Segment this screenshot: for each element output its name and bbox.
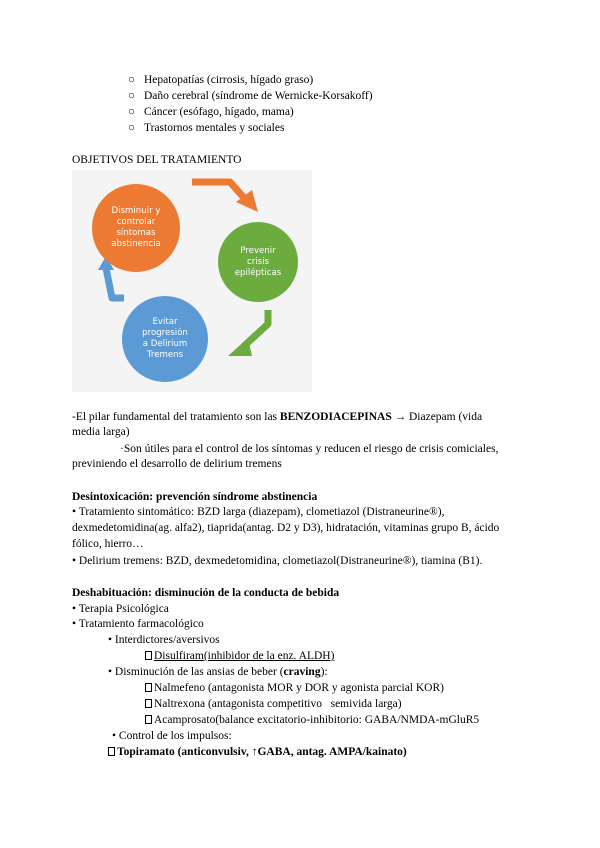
green-arrowhead — [228, 338, 252, 356]
list-item: ○ Cáncer (esófago, hígado, mama) — [128, 106, 294, 118]
naltrexona-line: Naltrexona (antagonista competitivo semivida larga) — [145, 697, 402, 711]
dehab-heading: Deshabituación: disminución de la conducta de bebida — [72, 587, 340, 599]
pillar-note-2: previniendo el desarrollo de delirium tremens — [72, 458, 282, 470]
checkbox-glyph-icon — [108, 747, 115, 756]
blue-arrow-icon — [106, 268, 124, 298]
acamprosato-line: Acamprosato(balance excitatorio-inhibitorio: GABA/NMDA-mGluR5 — [145, 713, 479, 727]
hollow-circle-icon: ○ — [128, 122, 135, 134]
orange-arrow-icon — [192, 182, 246, 200]
dehab-line: • Terapia Psicológica — [72, 603, 169, 615]
node-disminuir: Disminuir y controlar síntomas abstinencia — [92, 184, 180, 272]
node-evitar: Evitar progresión a Delirium Tremens — [122, 296, 208, 382]
topiramato-line: Topiramato (anticonvulsiv, ↑GABA, antag. AMPA/kainato) — [108, 745, 407, 759]
hollow-circle-icon: ○ — [128, 74, 135, 86]
pillar-note-1: ·Son útiles para el control de los síntomas y reducen el riesgo de crisis comiciales, — [120, 443, 499, 455]
disulfiram-line: Disulfiram(inhibidor de la enz. ALDH) — [145, 649, 334, 663]
list-item: ○ Trastornos mentales y sociales — [128, 122, 285, 134]
treatment-cycle-diagram — [72, 170, 312, 392]
dehab-line: • Control de los impulsos: — [112, 730, 232, 742]
node-prevenir: Prevenir crisis epilépticas — [218, 222, 298, 302]
detox-line: • Tratamiento sintomático: BZD larga (diazepam), clometiazol (Distraneurine®), — [72, 506, 445, 518]
detox-line: • Delirium tremens: BZD, dexmedetomidina, clometiazol(Distraneurine®), tiamina (B1). — [72, 555, 483, 567]
dehab-line: • Interdictores/aversivos — [108, 634, 220, 646]
checkbox-glyph-icon — [145, 715, 152, 724]
detox-heading: Desintoxicación: prevención síndrome abstinencia — [72, 491, 318, 503]
hollow-circle-icon: ○ — [128, 90, 135, 102]
checkbox-glyph-icon — [145, 699, 152, 708]
list-item: ○ Daño cerebral (síndrome de Wernicke-Korsakoff) — [128, 90, 373, 102]
nalmefeno-line: Nalmefeno (antagonista MOR y DOR y agonista parcial KOR) — [145, 681, 444, 695]
dehab-line: • Tratamiento farmacológico — [72, 618, 204, 630]
list-item: ○ Hepatopatías (cirrosis, hígado graso) — [128, 74, 314, 86]
detox-line: fólico, hierro… — [72, 538, 144, 550]
detox-line: dexmedetomidina(ag. alfa2), tiaprida(antag. D2 y D3), hidratación, vitaminas grupo B, ácido — [72, 522, 500, 534]
checkbox-glyph-icon — [145, 651, 152, 660]
dehab-line: • Disminución de las ansias de beber (craving): — [108, 666, 328, 678]
objectives-heading: OBJETIVOS DEL TRATAMIENTO — [72, 154, 242, 166]
pillar-line-1: -El pilar fundamental del tratamiento son las BENZODIACEPINAS → Diazepam (vida — [72, 411, 483, 423]
pillar-line-2: media larga) — [72, 426, 130, 438]
hollow-circle-icon: ○ — [128, 106, 135, 118]
checkbox-glyph-icon — [145, 683, 152, 692]
